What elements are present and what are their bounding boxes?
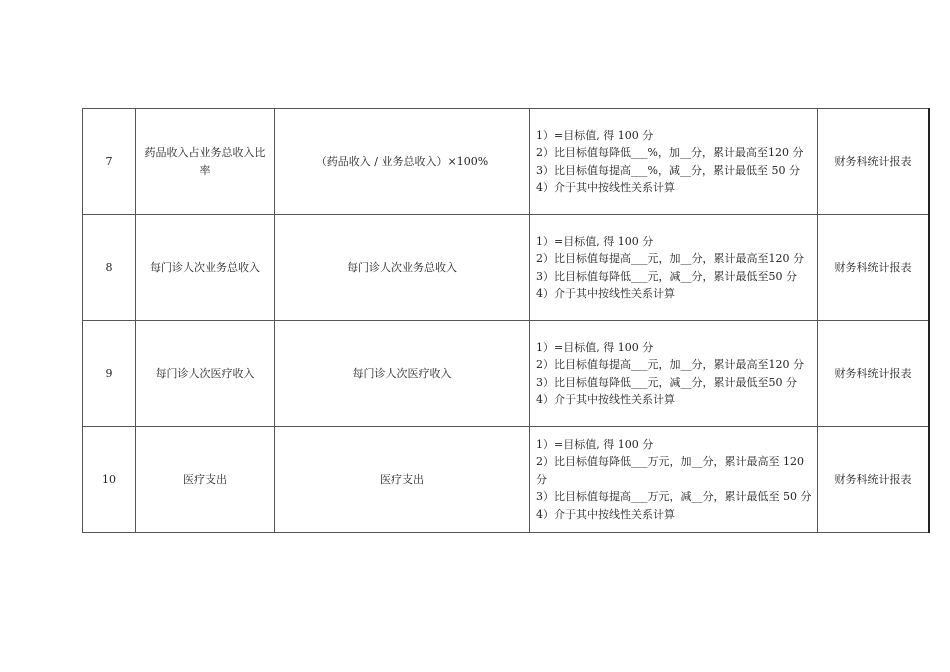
rule-line: 2）比目标值每降低___%，加__分，累计最高至120 分 <box>536 146 804 160</box>
rule-line: 2）比目标值每提高___元，加__分，累计最高至120 分 <box>536 358 804 372</box>
indicator-name: 每门诊人次业务总收入 <box>136 215 275 321</box>
rule-line: 3）比目标值每降低___元，减__分，累计最低至50 分 <box>536 375 797 389</box>
indicator-name: 每门诊人次医疗收入 <box>136 321 275 427</box>
indicator-table <box>82 108 930 533</box>
rule-line: 4）介于其中按线性关系计算 <box>536 286 675 300</box>
rule-line: 1）=目标值, 得 100 分 <box>536 437 654 451</box>
formula: 医疗支出 <box>275 427 530 533</box>
data-source: 财务科统计报表 <box>818 321 930 427</box>
rule-line: 3）比目标值每降低___元，减__分，累计最低至50 分 <box>536 269 797 283</box>
indicator-name: 药品收入占业务总收入比率 <box>136 109 275 215</box>
table-row <box>83 321 930 427</box>
scoring-rules <box>530 215 818 321</box>
scoring-rules <box>530 109 818 215</box>
rule-line: 4）介于其中按线性关系计算 <box>536 392 675 406</box>
formula: 每门诊人次业务总收入 <box>275 215 530 321</box>
table-row <box>83 109 930 215</box>
rule-line: 1）=目标值, 得 100 分 <box>536 340 654 354</box>
rule-line: 1）=目标值, 得 100 分 <box>536 234 654 248</box>
table-row <box>83 427 930 533</box>
scoring-rules <box>530 427 818 533</box>
rule-line: 3）比目标值每提高___%，减__分，累计最低至 50 分 <box>536 163 800 177</box>
row-number: 8 <box>83 215 136 321</box>
rule-line: 1）=目标值, 得 100 分 <box>536 128 654 142</box>
scoring-rules <box>530 321 818 427</box>
data-source: 财务科统计报表 <box>818 215 930 321</box>
data-source: 财务科统计报表 <box>818 109 930 215</box>
rule-line: 3）比目标值每提高___万元，减__分，累计最低至 50 分 <box>536 490 812 504</box>
rule-line: 4）介于其中按线性关系计算 <box>536 507 675 521</box>
formula: （药品收入 / 业务总收入）×100% <box>275 109 530 215</box>
rule-line: 2）比目标值每降低___万元，加__分，累计最高至 120 分 <box>536 455 804 486</box>
formula: 每门诊人次医疗收入 <box>275 321 530 427</box>
data-source: 财务科统计报表 <box>818 427 930 533</box>
row-number: 9 <box>83 321 136 427</box>
rule-line: 2）比目标值每提高___元，加__分，累计最高至120 分 <box>536 252 804 266</box>
row-number: 7 <box>83 109 136 215</box>
rule-line: 4）介于其中按线性关系计算 <box>536 180 675 194</box>
row-number: 10 <box>83 427 136 533</box>
indicator-name: 医疗支出 <box>136 427 275 533</box>
table-row <box>83 215 930 321</box>
